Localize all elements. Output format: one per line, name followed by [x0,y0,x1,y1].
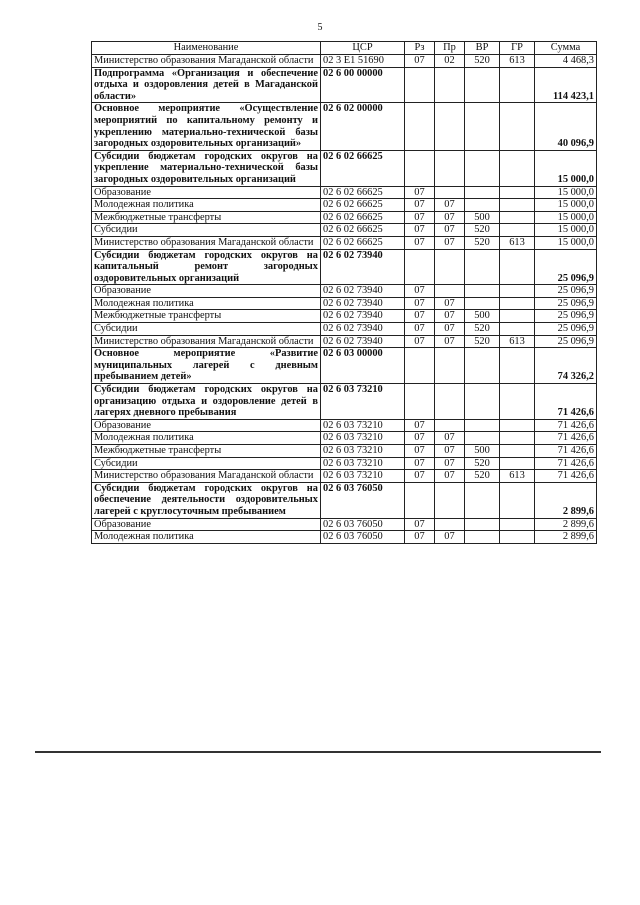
cell-vr [465,67,500,103]
cell-pr: 07 [435,457,465,470]
cell-sum: 25 096,9 [535,249,597,285]
cell-sum: 71 426,6 [535,384,597,420]
table-row [92,224,597,237]
cell-gr [500,199,535,212]
cell-name: Молодежная политика [92,297,321,310]
cell-pr: 07 [435,470,465,483]
table-row [92,55,597,68]
footer-divider [35,751,601,753]
cell-rz: 07 [405,531,435,544]
cell-pr: 07 [435,531,465,544]
cell-name: Основное мероприятие «Осуществление мероприятий по капитальному ремонту и укреплению материально-технической базы загородных оздоровительных организаций» [92,103,321,150]
cell-sum: 15 000,0 [535,150,597,186]
cell-pr: 07 [435,236,465,249]
cell-sum: 4 468,3 [535,55,597,68]
cell-rz: 07 [405,224,435,237]
cell-vr: 500 [465,211,500,224]
header-csr: ЦСР [321,42,405,55]
header-rz: Рз [405,42,435,55]
cell-name: Министерство образования Магаданской области [92,335,321,348]
cell-vr [465,482,500,518]
page-number: 5 [317,22,323,33]
table-row [92,285,597,298]
cell-pr: 07 [435,445,465,458]
table-row [92,482,597,518]
cell-gr [500,384,535,420]
cell-vr [465,186,500,199]
cell-rz: 07 [405,285,435,298]
cell-csr: 02 6 03 76050 [321,531,405,544]
cell-sum: 71 426,6 [535,432,597,445]
cell-pr [435,482,465,518]
cell-sum: 15 000,0 [535,211,597,224]
cell-csr: 02 6 02 73940 [321,249,405,285]
cell-name: Субсидии бюджетам городских округов на обеспечение деятельности оздоровительных лагерей с круглосуточным пребыванием [92,482,321,518]
table-row [92,518,597,531]
table-row [92,186,597,199]
table-row [92,384,597,420]
cell-rz: 07 [405,518,435,531]
cell-sum: 74 326,2 [535,348,597,384]
cell-sum: 25 096,9 [535,335,597,348]
cell-vr [465,419,500,432]
cell-vr [465,432,500,445]
table-row [92,432,597,445]
cell-name: Межбюджетные трансферты [92,445,321,458]
cell-gr [500,211,535,224]
cell-sum: 2 899,6 [535,531,597,544]
cell-gr [500,186,535,199]
table-row [92,211,597,224]
table-row [92,445,597,458]
table-row [92,457,597,470]
cell-name: Субсидии [92,323,321,336]
table-row [92,249,597,285]
table-row [92,236,597,249]
cell-pr: 07 [435,323,465,336]
cell-pr: 07 [435,297,465,310]
cell-rz: 07 [405,297,435,310]
table-row [92,348,597,384]
cell-vr: 520 [465,457,500,470]
table-row [92,310,597,323]
cell-sum: 71 426,6 [535,445,597,458]
cell-name: Министерство образования Магаданской области [92,236,321,249]
cell-csr: 02 6 03 73210 [321,384,405,420]
cell-gr [500,348,535,384]
cell-sum: 40 096,9 [535,103,597,150]
cell-vr [465,348,500,384]
cell-gr [500,67,535,103]
cell-name: Субсидии бюджетам городских округов на капитальный ремонт загородных оздоровительных организаций [92,249,321,285]
cell-name: Молодежная политика [92,432,321,445]
cell-gr: 613 [500,236,535,249]
cell-rz: 07 [405,432,435,445]
cell-vr: 520 [465,236,500,249]
cell-rz: 07 [405,457,435,470]
cell-gr [500,419,535,432]
cell-rz: 07 [405,211,435,224]
cell-csr: 02 6 03 73210 [321,432,405,445]
cell-name: Межбюджетные трансферты [92,211,321,224]
cell-csr: 02 3 Е1 51690 [321,55,405,68]
cell-sum: 2 899,6 [535,518,597,531]
cell-sum: 25 096,9 [535,297,597,310]
table-row [92,297,597,310]
cell-gr [500,224,535,237]
header-name: Наименование [92,42,321,55]
cell-gr: 613 [500,470,535,483]
cell-vr [465,285,500,298]
header-pr: Пр [435,42,465,55]
cell-pr [435,419,465,432]
cell-vr [465,103,500,150]
cell-csr: 02 6 02 73940 [321,297,405,310]
table-row [92,470,597,483]
cell-csr: 02 6 02 66625 [321,224,405,237]
cell-csr: 02 6 02 73940 [321,323,405,336]
cell-rz: 07 [405,445,435,458]
cell-pr [435,384,465,420]
header-vr: ВР [465,42,500,55]
table-row [92,419,597,432]
cell-sum: 15 000,0 [535,224,597,237]
cell-vr [465,249,500,285]
cell-pr [435,186,465,199]
cell-sum: 71 426,6 [535,470,597,483]
cell-pr: 07 [435,224,465,237]
cell-csr: 02 6 03 73210 [321,470,405,483]
cell-pr: 02 [435,55,465,68]
cell-gr: 613 [500,335,535,348]
cell-rz: 07 [405,419,435,432]
cell-sum: 71 426,6 [535,457,597,470]
cell-gr [500,297,535,310]
cell-rz [405,67,435,103]
cell-name: Образование [92,285,321,298]
cell-rz [405,348,435,384]
cell-vr [465,384,500,420]
cell-csr: 02 6 00 00000 [321,67,405,103]
cell-pr [435,518,465,531]
table-row [92,531,597,544]
cell-pr [435,150,465,186]
cell-sum: 25 096,9 [535,285,597,298]
cell-csr: 02 6 03 73210 [321,457,405,470]
cell-name: Образование [92,518,321,531]
cell-csr: 02 6 02 66625 [321,150,405,186]
cell-vr [465,150,500,186]
table-row [92,335,597,348]
cell-name: Министерство образования Магаданской области [92,470,321,483]
cell-vr [465,518,500,531]
cell-vr [465,531,500,544]
cell-vr: 520 [465,323,500,336]
table-row [92,323,597,336]
budget-table [91,41,597,544]
table-header-row [92,42,597,55]
cell-pr: 07 [435,211,465,224]
cell-rz [405,384,435,420]
cell-gr [500,103,535,150]
cell-name: Молодежная политика [92,531,321,544]
cell-csr: 02 6 03 73210 [321,445,405,458]
cell-pr: 07 [435,310,465,323]
cell-gr [500,323,535,336]
table-row [92,199,597,212]
cell-pr: 07 [435,335,465,348]
cell-csr: 02 6 03 73210 [321,419,405,432]
cell-sum: 25 096,9 [535,323,597,336]
cell-pr: 07 [435,199,465,212]
cell-name: Субсидии [92,224,321,237]
cell-pr [435,103,465,150]
cell-csr: 02 6 02 73940 [321,335,405,348]
cell-csr: 02 6 02 66625 [321,236,405,249]
cell-rz [405,249,435,285]
cell-rz: 07 [405,236,435,249]
cell-vr: 520 [465,335,500,348]
cell-vr: 500 [465,445,500,458]
cell-pr [435,67,465,103]
cell-sum: 15 000,0 [535,236,597,249]
cell-vr [465,297,500,310]
header-gr: ГР [500,42,535,55]
header-sum: Сумма [535,42,597,55]
cell-vr [465,199,500,212]
cell-csr: 02 6 02 66625 [321,186,405,199]
cell-gr [500,285,535,298]
cell-pr [435,249,465,285]
cell-gr [500,432,535,445]
cell-name: Министерство образования Магаданской области [92,55,321,68]
cell-pr: 07 [435,432,465,445]
cell-rz [405,103,435,150]
cell-csr: 02 6 03 76050 [321,482,405,518]
cell-vr: 520 [465,470,500,483]
cell-gr [500,531,535,544]
cell-sum: 25 096,9 [535,310,597,323]
cell-csr: 02 6 03 00000 [321,348,405,384]
cell-sum: 114 423,1 [535,67,597,103]
cell-rz: 07 [405,470,435,483]
cell-csr: 02 6 02 66625 [321,211,405,224]
cell-gr [500,249,535,285]
cell-name: Подпрограмма «Организация и обеспечение отдыха и оздоровления детей в Магаданской области» [92,67,321,103]
cell-gr [500,482,535,518]
cell-name: Образование [92,419,321,432]
cell-csr: 02 6 02 66625 [321,199,405,212]
cell-vr: 500 [465,310,500,323]
cell-csr: 02 6 02 73940 [321,310,405,323]
cell-rz: 07 [405,55,435,68]
cell-sum: 15 000,0 [535,199,597,212]
cell-rz: 07 [405,310,435,323]
cell-gr [500,310,535,323]
table-row [92,67,597,103]
cell-sum: 71 426,6 [535,419,597,432]
cell-csr: 02 6 03 76050 [321,518,405,531]
cell-name: Субсидии бюджетам городских округов на организацию отдыха и оздоровление детей в лагерях дневного пребывания [92,384,321,420]
cell-gr [500,457,535,470]
cell-name: Субсидии [92,457,321,470]
cell-rz [405,150,435,186]
cell-name: Молодежная политика [92,199,321,212]
cell-name: Основное мероприятие «Развитие муниципальных лагерей с дневным пребыванием детей» [92,348,321,384]
table-row [92,150,597,186]
cell-csr: 02 6 02 73940 [321,285,405,298]
cell-pr [435,285,465,298]
cell-rz: 07 [405,199,435,212]
cell-name: Субсидии бюджетам городских округов на укрепление материально-технической базы загородных оздоровительных организаций [92,150,321,186]
cell-sum: 15 000,0 [535,186,597,199]
cell-csr: 02 6 02 00000 [321,103,405,150]
cell-vr: 520 [465,224,500,237]
cell-gr [500,150,535,186]
cell-rz [405,482,435,518]
table-row [92,103,597,150]
cell-name: Образование [92,186,321,199]
cell-sum: 2 899,6 [535,482,597,518]
cell-gr: 613 [500,55,535,68]
cell-rz: 07 [405,323,435,336]
cell-gr [500,445,535,458]
cell-pr [435,348,465,384]
cell-rz: 07 [405,186,435,199]
cell-gr [500,518,535,531]
cell-name: Межбюджетные трансферты [92,310,321,323]
cell-vr: 520 [465,55,500,68]
cell-rz: 07 [405,335,435,348]
